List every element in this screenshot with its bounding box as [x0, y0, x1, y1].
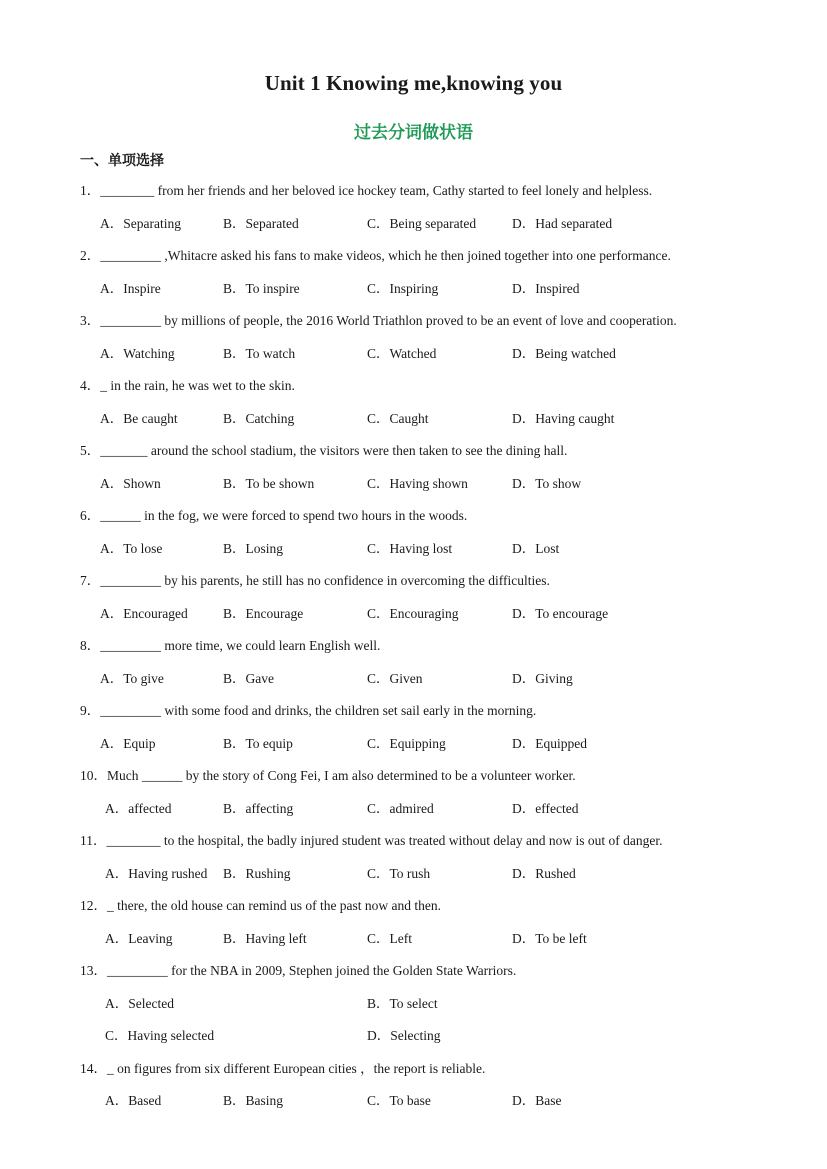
answer-option[interactable]: B．Losing: [223, 541, 284, 556]
question-number: 11．: [80, 833, 107, 848]
answer-option[interactable]: C．To base: [367, 1093, 431, 1108]
answer-blank: _: [107, 1061, 114, 1076]
section-heading: 一、单项选择: [80, 154, 164, 169]
answer-option[interactable]: B．To equip: [223, 736, 293, 751]
answer-option[interactable]: C．Equipping: [367, 736, 446, 751]
question-stem: [80, 634, 380, 654]
question-text: with some food and drinks, the children set sail early in the morning.: [164, 703, 537, 718]
answer-blank: ________: [100, 183, 155, 198]
options-row: [0, 1089, 827, 1109]
options-row: [0, 212, 827, 232]
answer-blank: _________: [100, 638, 161, 653]
question-number: 3．: [80, 313, 101, 328]
answer-option[interactable]: C．Left: [367, 931, 412, 946]
question-stem: [80, 309, 677, 329]
answer-option[interactable]: D．To show: [512, 476, 582, 491]
question-stem: [80, 569, 550, 589]
options-row: [0, 277, 827, 297]
answer-option[interactable]: C．To rush: [367, 866, 431, 881]
question-text: there, the old house can remind us of the past now and then.: [117, 898, 442, 913]
question-text: by the story of Cong Fei, I am also determined to be a volunteer worker.: [185, 768, 576, 783]
options-row: [0, 537, 827, 557]
answer-option[interactable]: D．Base: [512, 1093, 562, 1108]
answer-option[interactable]: C．Having shown: [367, 476, 468, 491]
answer-option[interactable]: D．Selecting: [367, 1028, 441, 1043]
options-row: [0, 602, 827, 622]
answer-blank: _________: [100, 573, 161, 588]
answer-option[interactable]: B．Catching: [223, 411, 295, 426]
answer-option[interactable]: C．Encouraging: [367, 606, 459, 621]
answer-option[interactable]: A．Encouraged: [100, 606, 188, 621]
answer-option[interactable]: A．To give: [100, 671, 164, 686]
question-stem: [80, 179, 652, 199]
question-text: around the school stadium, the visitors were then taken to see the dining hall.: [150, 443, 568, 458]
answer-option[interactable]: B．Basing: [223, 1093, 284, 1108]
question-text: in the fog, we were forced to spend two hours in the woods.: [144, 508, 468, 523]
answer-option[interactable]: A．Based: [105, 1093, 162, 1108]
answer-option[interactable]: B．To watch: [223, 346, 296, 361]
answer-option[interactable]: A．Shown: [100, 476, 161, 491]
question-stem: [80, 764, 576, 784]
answer-option[interactable]: A．Selected: [105, 996, 174, 1011]
options-row: [0, 472, 827, 492]
answer-option[interactable]: B．Rushing: [223, 866, 291, 881]
answer-option[interactable]: D．Having caught: [512, 411, 615, 426]
question-text: to the hospital, the badly injured student was treated without delay and now is out of danger.: [163, 833, 663, 848]
answer-option[interactable]: A．Separating: [100, 216, 181, 231]
question-number: 7．: [80, 573, 101, 588]
answer-option[interactable]: D．Had separated: [512, 216, 613, 231]
question-number: 6．: [80, 508, 101, 523]
question-number: 2．: [80, 248, 101, 263]
answer-option[interactable]: A．Leaving: [105, 931, 173, 946]
answer-blank: _________: [100, 703, 161, 718]
answer-option[interactable]: D．To be left: [512, 931, 587, 946]
answer-blank: ________: [106, 833, 161, 848]
question-stem: [80, 959, 516, 979]
question-text: by his parents, he still has no confidence in overcoming the difficulties.: [164, 573, 550, 588]
question-stem: [80, 829, 663, 849]
question-text: more time, we could learn English well.: [164, 638, 381, 653]
question-stem: [80, 699, 536, 719]
answer-option[interactable]: B．To select: [367, 996, 438, 1011]
question-stem: [80, 244, 671, 264]
answer-option[interactable]: B．affecting: [223, 801, 294, 816]
question-number: 13．: [80, 963, 107, 978]
answer-option[interactable]: B．Gave: [223, 671, 274, 686]
answer-blank: ______: [141, 768, 183, 783]
answer-option[interactable]: D．Giving: [512, 671, 573, 686]
question-stem: [80, 439, 567, 459]
options-row: [0, 797, 827, 817]
answer-option[interactable]: A．affected: [105, 801, 172, 816]
answer-option[interactable]: D．To encourage: [512, 606, 609, 621]
options-row: [0, 732, 827, 752]
question-stem: [80, 504, 467, 524]
question-number: 10．: [80, 768, 107, 783]
answer-option[interactable]: D．Equipped: [512, 736, 587, 751]
answer-option[interactable]: B．Separated: [223, 216, 299, 231]
options-row: [0, 407, 827, 427]
answer-option[interactable]: B．To be shown: [223, 476, 315, 491]
answer-blank: _________: [107, 963, 168, 978]
question-text: for the NBA in 2009, Stephen joined the Golden State Warriors.: [171, 963, 517, 978]
answer-option[interactable]: C．Having selected: [105, 1028, 215, 1043]
options-row: [0, 862, 827, 882]
question-text: ,Whitacre asked his fans to make videos, which he then joined together into one performance.: [164, 248, 671, 263]
page-subtitle: 过去分词做状语: [354, 123, 473, 142]
answer-option[interactable]: A．Equip: [100, 736, 156, 751]
question-stem: [80, 1057, 485, 1077]
answer-option[interactable]: C．Watched: [367, 346, 437, 361]
question-text: on figures from six different European cities ，the report is reliable.: [117, 1061, 486, 1076]
answer-option[interactable]: D．Rushed: [512, 866, 576, 881]
answer-blank: _________: [100, 313, 161, 328]
answer-blank: _________: [100, 248, 161, 263]
answer-option[interactable]: D．Being watched: [512, 346, 616, 361]
answer-option[interactable]: D．effected: [512, 801, 579, 816]
answer-option[interactable]: C．admired: [367, 801, 434, 816]
question-number: 8．: [80, 638, 101, 653]
question-text: in the rain, he was wet to the skin.: [110, 378, 295, 393]
question-number: 4．: [80, 378, 101, 393]
answer-blank: _______: [100, 443, 148, 458]
options-row: [0, 927, 827, 947]
answer-option[interactable]: B．To inspire: [223, 281, 300, 296]
page-title: Unit 1 Knowing me,knowing you: [264, 71, 563, 95]
answer-option[interactable]: A．Inspire: [100, 281, 161, 296]
options-row: [0, 667, 827, 687]
question-number: 5．: [80, 443, 101, 458]
question-stem: [80, 374, 295, 394]
answer-option[interactable]: D．Lost: [512, 541, 560, 556]
answer-option[interactable]: C．Inspiring: [367, 281, 439, 296]
answer-option[interactable]: C．Having lost: [367, 541, 453, 556]
question-number: 9．: [80, 703, 101, 718]
question-number: 14．: [80, 1061, 107, 1076]
question-prefix: Much: [107, 768, 142, 783]
answer-blank: _: [100, 378, 107, 393]
answer-option[interactable]: B．Encourage: [223, 606, 304, 621]
answer-option[interactable]: A．Be caught: [100, 411, 178, 426]
question-text: by millions of people, the 2016 World Triathlon proved to be an event of love and cooperation.: [164, 313, 677, 328]
answer-option[interactable]: A．To lose: [100, 541, 163, 556]
answer-option[interactable]: C．Being separated: [367, 216, 477, 231]
answer-blank: ______: [100, 508, 141, 523]
answer-option[interactable]: B．Having left: [223, 931, 307, 946]
answer-option[interactable]: D．Inspired: [512, 281, 580, 296]
answer-option[interactable]: C．Given: [367, 671, 423, 686]
answer-option[interactable]: A．Watching: [100, 346, 175, 361]
question-number: 12．: [80, 898, 107, 913]
answer-option[interactable]: C．Caught: [367, 411, 429, 426]
question-text: from her friends and her beloved ice hockey team, Cathy started to feel lonely and helpless.: [157, 183, 653, 198]
answer-blank: _: [107, 898, 114, 913]
question-number: 1．: [80, 183, 101, 198]
answer-option[interactable]: A．Having rushed: [105, 866, 208, 881]
options-row: [0, 342, 827, 362]
question-stem: [80, 894, 441, 914]
